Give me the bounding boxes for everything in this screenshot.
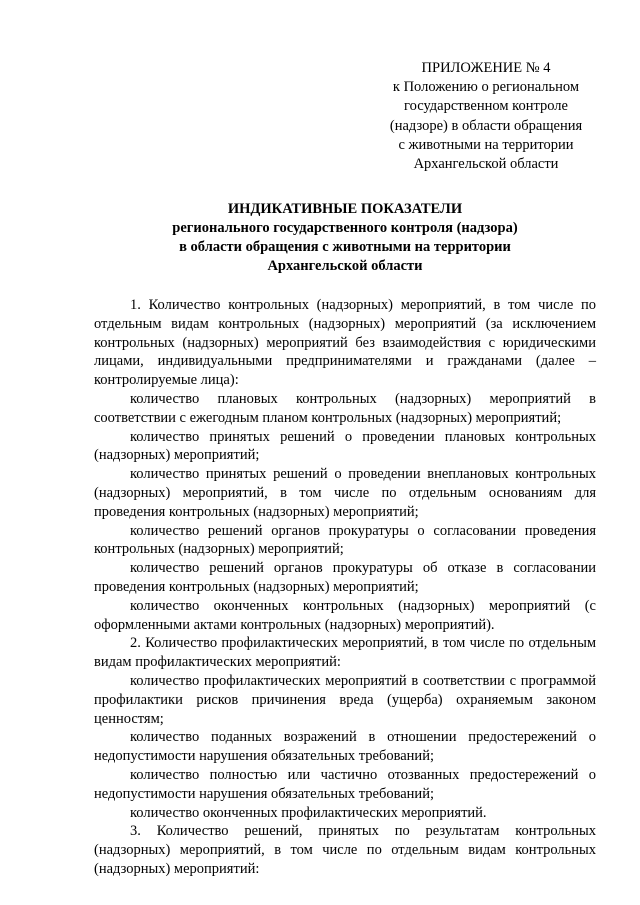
appendix-header bbox=[380, 59, 592, 174]
paragraph: 2. Количество профилактических мероприятий, в том числе по отдельным видам профилактических мероприятий: bbox=[94, 635, 596, 671]
appendix-line: (надзоре) в области обращения bbox=[389, 117, 583, 134]
paragraph: 1. Количество контрольных (надзорных) мероприятий, в том числе по отдельным видам контрольных (надзорных) мероприятий (за исключением контрольных (надзорных) мероприятий без взаимодействия с юридическими лицами, индивидуальными предпринимателями и гражданами (далее – контролируемые лица): bbox=[94, 297, 596, 389]
appendix-line: государственном контроле bbox=[404, 98, 568, 115]
heading-subtitle-line: регионального государственного контроля (надзора) bbox=[172, 220, 518, 236]
heading-title: ИНДИКАТИВНЫЕ ПОКАЗАТЕЛИ bbox=[227, 201, 463, 217]
appendix-title: ПРИЛОЖЕНИЕ № 4 bbox=[421, 60, 551, 76]
paragraph: количество оконченных контрольных (надзорных) мероприятий (с оформленными актами контрольных (надзорных) мероприятий). bbox=[94, 597, 596, 633]
paragraph: количество решений органов прокуратуры об отказе в согласовании проведения контрольных (надзорных) мероприятий; bbox=[94, 560, 596, 595]
appendix-line: Архангельской области bbox=[413, 156, 559, 173]
paragraph: количество оконченных профилактических мероприятий. bbox=[130, 804, 487, 821]
paragraph: количество поданных возражений в отношении предостережений о недопустимости нарушения обязательных требований; bbox=[94, 729, 596, 765]
document-body bbox=[94, 296, 596, 879]
paragraph: количество профилактических мероприятий в соответствии с программой профилактики рисков причинения вреда (ущерба) охраняемым законом ценностям; bbox=[94, 672, 596, 727]
paragraph: количество принятых решений о проведении плановых контрольных (надзорных) мероприятий; bbox=[94, 428, 596, 464]
paragraph: количество плановых контрольных (надзорных) мероприятий в соответствии с ежегодным планом контрольных (надзорных) мероприятий; bbox=[94, 390, 596, 426]
paragraph: количество решений органов прокуратуры о согласовании проведения контрольных (надзорных) мероприятий; bbox=[94, 522, 596, 558]
heading-subtitle-line: Архангельской области bbox=[267, 258, 423, 274]
paragraph: 3. Количество решений, принятых по результатам контрольных (надзорных) мероприятий, в том числе по отдельным видам контрольных (надзорных) мероприятий: bbox=[94, 823, 596, 877]
document-heading bbox=[94, 200, 596, 276]
paragraph: количество принятых решений о проведении внеплановых контрольных (надзорных) мероприятий, в том числе по отдельным основаниям для проведения контрольных (надзорных) мероприятий; bbox=[94, 466, 596, 520]
appendix-line: к Положению о региональном bbox=[392, 79, 580, 96]
heading-subtitle-line: в области обращения с животными на территории bbox=[179, 239, 511, 255]
appendix-line: с животными на территории bbox=[398, 136, 574, 153]
paragraph: количество полностью или частично отозванных предостережений о недопустимости нарушения обязательных требований; bbox=[94, 766, 596, 802]
